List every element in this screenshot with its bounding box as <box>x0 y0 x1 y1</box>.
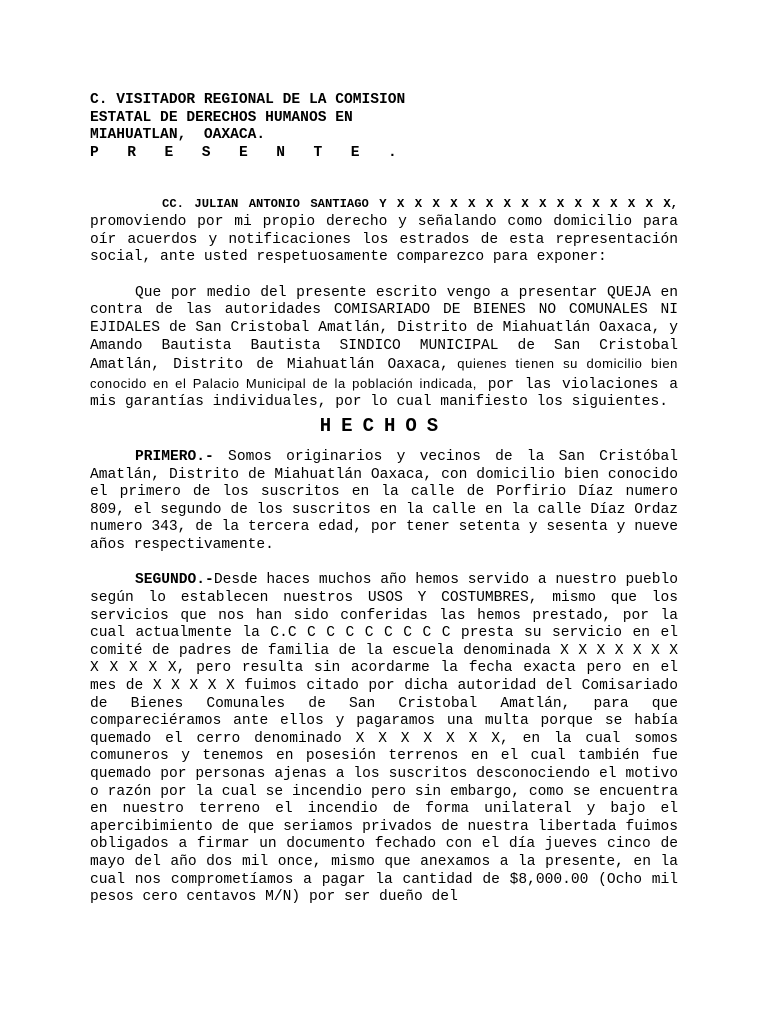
primero-label: PRIMERO.- <box>135 448 214 465</box>
complaint-end: por las violaciones a mis garantías individuales, por lo cual manifiesto los siguientes. <box>90 376 679 411</box>
document-page <box>90 92 678 907</box>
complaint-domicile: quienes tienen su domicilio bien conocido en el Palacio Municipal de la población indicada, <box>90 356 678 391</box>
complainant-names: CC. JULIAN ANTONIO SANTIAGO Y X X X X X X X X X X X X X X X X, <box>162 197 678 212</box>
intro-text: promoviendo por mi propio derecho y señalando como domicilio para oír acuerdos y notificaciones los estrados de esta representación social, ante usted respetuosamente comparezco para exponer: <box>90 213 678 266</box>
complaint-paragraph <box>90 285 678 412</box>
hechos-heading: HECHOS <box>319 414 449 437</box>
segundo-paragraph <box>90 572 678 906</box>
primero-text: Somos originarios y vecinos de la San Cristóbal Amatlán, Distrito de Miahuatlán Oaxaca, con domicilio bien conocido el primero de los suscritos en la calle de Porfirio Díaz numero 809, el segundo de los suscritos en la calle en la calle Díaz Ordaz numero 343, de la tercera edad, por tener setenta y sesenta y nueve años respectivamente. <box>90 448 678 553</box>
addressee-line: ESTATAL DE DERECHOS HUMANOS EN <box>90 109 353 126</box>
intro-paragraph <box>90 196 678 266</box>
segundo-label: SEGUNDO.- <box>135 572 214 589</box>
segundo-text: Desde haces muchos año hemos servido a nuestro pueblo según lo establecen nuestros USOS Y COSTUMBRES, mismo que los servicios que nos han sido conferidas las hemos prestado, por la cual actualmente la C.C C C C C C C C C presta su servicio en el comité de padres de familia de la escuela denominada X X X X X X X X X X X X, pero resulta sin acordarme la fecha exacta pero en el mes de X X X X X fuimos citado por dicha autoridad del Comisariado de Bienes Comunales de San Cristobal Amatlán, para que compareciéramos ante ellos y pagaramos una multa porque se había quemado el cerro denominado X X X X X X X, en la cual somos comuneros y tenemos en posesión terrenos en el cual también fue quemado por personas ajenas a los suscritos desconociendo el motivo o razón por la cual se incendio pero sin embargo, como se encuentra en nuestro terreno el incendio de forma unilateral y bajo el apercibimiento de que seriamos privados de nuestra libertada fuimos obligados a firmar un documento fechado con el día jueves cinco de mayo del año dos mil once, mismo que anexamos a la presente, en la cual nos comprometíamos a pagar la cantidad de $8,000.00 (Ocho mil pesos cero centavos M/N) por ser dueño del <box>90 572 678 906</box>
complaint-main: Que por medio del presente escrito vengo a presentar QUEJA en contra de las autoridades COMISARIADO DE BIENES NO COMUNALES NI EJIDALES de San Cristobal Amatlán, Distrito de Miahuatlán Oaxaca, y Amando Bautista Bautista SINDICO MUNICIPAL de San Cristobal Amatlán, Distrito de Miahuatlán Oaxaca, <box>90 284 678 374</box>
addressee-block <box>90 92 678 162</box>
addressee-line: MIAHUATLAN, OAXACA. <box>90 127 266 144</box>
addressee-line: C. VISITADOR REGIONAL DE LA COMISION <box>90 92 406 108</box>
presente-heading: PRESENTE. <box>90 144 426 161</box>
primero-paragraph <box>90 449 678 555</box>
